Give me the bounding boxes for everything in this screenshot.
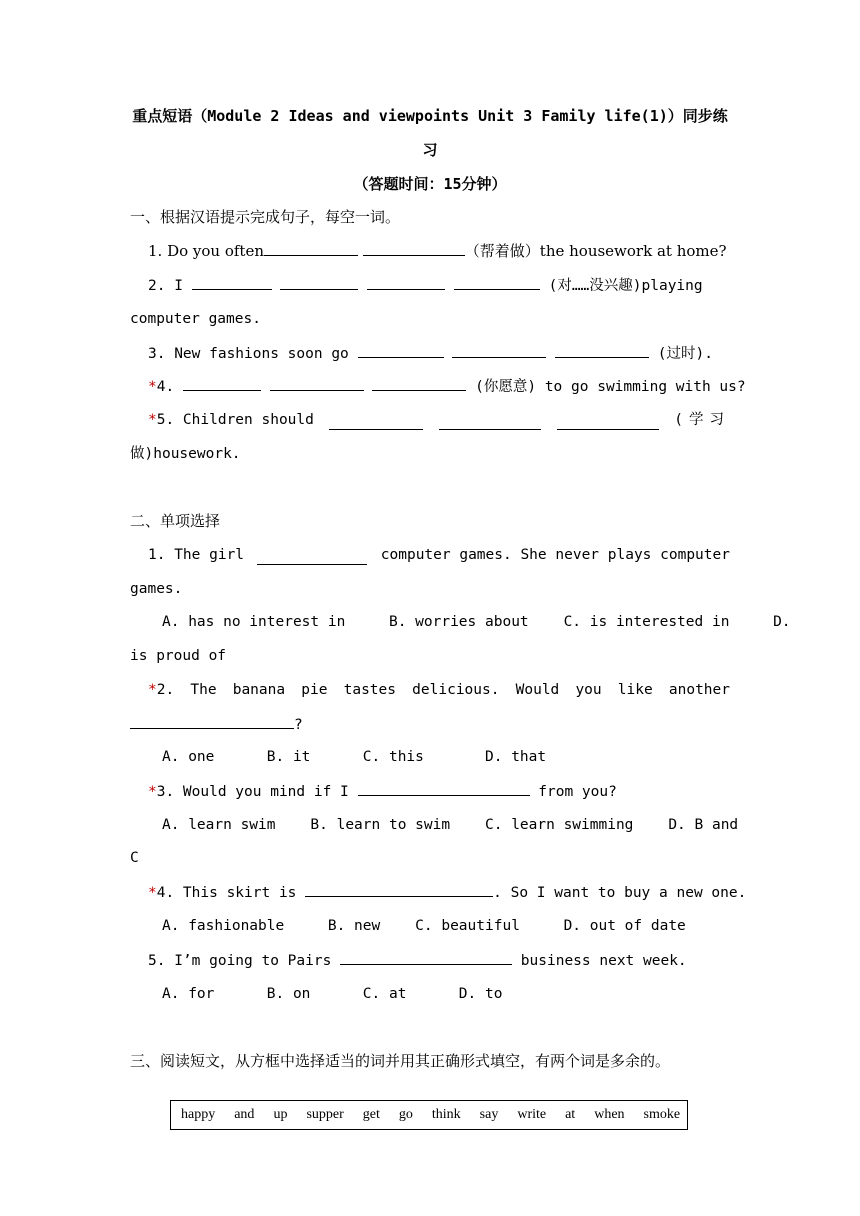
s2-q5-rest: business next week. (520, 953, 687, 969)
s1-q5-hint: (学习 (674, 412, 730, 428)
s2-q5-options: A. for B. on C. at D. to (162, 986, 503, 1002)
word-bank-item: get (362, 1107, 380, 1122)
s2-q3-options-cont: C (130, 850, 139, 866)
word-bank-item: at (565, 1107, 576, 1122)
answer-blank[interactable] (329, 415, 423, 430)
section3-heading: 三、阅读短文，从方框中选择适当的词并用其正确形式填空，有两个词是多余的。 (130, 1052, 671, 1070)
answer-blank[interactable] (363, 241, 465, 256)
answer-blank[interactable] (130, 714, 294, 729)
word-bank-item: supper (306, 1107, 344, 1122)
s1-q2 (148, 275, 730, 296)
star-mark: * (148, 412, 157, 428)
s2-q2-tail: ? (294, 717, 303, 733)
s2-q3-stem: 3. Would you mind if I (156, 784, 349, 800)
s2-q4 (148, 882, 747, 903)
s1-q1-stem: 1. Do you often (148, 242, 264, 260)
s1-q5-stem: 5. Children should (156, 412, 314, 428)
answer-blank[interactable] (358, 343, 444, 358)
star-mark: * (148, 885, 157, 901)
s2-q2 (148, 680, 730, 700)
s2-q1-cont: games. (130, 581, 183, 597)
answer-blank[interactable] (557, 415, 659, 430)
s1-q3-stem: 3. New fashions soon go (148, 346, 349, 362)
s1-q1 (148, 241, 730, 261)
answer-blank[interactable] (372, 376, 466, 391)
answer-blank[interactable] (439, 415, 541, 430)
word-bank-item: write (517, 1107, 547, 1122)
s2-q5 (148, 950, 730, 971)
s2-q5-stem: 5. I’m going to Pairs (148, 953, 332, 969)
answer-blank[interactable] (454, 275, 540, 290)
s2-q3 (148, 781, 730, 802)
answer-blank[interactable] (340, 950, 512, 965)
s2-q1-stem: 1. The girl (148, 547, 245, 563)
answer-blank[interactable] (183, 376, 261, 391)
answer-blank[interactable] (358, 781, 530, 796)
section2-heading: 二、单项选择 (130, 512, 221, 530)
s1-q3-hint: (过时). (657, 346, 713, 362)
word-bank-item: and (234, 1107, 255, 1122)
s1-q1-hint: （帮着做） (464, 242, 540, 260)
star-mark: * (148, 379, 157, 395)
star-mark: * (148, 682, 157, 698)
s1-q1-tail: the housework at home? (539, 242, 727, 260)
answer-blank[interactable] (257, 550, 367, 565)
s2-q3-rest: from you? (538, 784, 617, 800)
s2-q2-stem: 2. The banana pie tastes delicious. Would you like another (156, 682, 730, 698)
answer-blank[interactable] (192, 275, 272, 290)
s1-q5-cont: 做)housework. (130, 446, 241, 462)
word-bank-item: smoke (643, 1107, 681, 1122)
word-bank-item: when (594, 1107, 625, 1122)
s1-q2-cont: computer games. (130, 311, 261, 327)
s2-q1-options-cont: is proud of (130, 648, 227, 664)
answer-blank[interactable] (452, 343, 546, 358)
answer-blank[interactable] (555, 343, 649, 358)
s2-q4-stem: 4. This skirt is (156, 885, 297, 901)
answer-time: （答题时间：15分钟） (353, 175, 507, 193)
answer-blank[interactable] (270, 376, 364, 391)
worksheet-title-cont: 习 (422, 141, 438, 159)
s2-q1 (148, 545, 730, 565)
s1-q4-num: 4. (156, 379, 175, 395)
s2-q4-options: A. fashionable B. new C. beautiful D. out of date (162, 918, 686, 934)
word-bank-item: go (398, 1107, 413, 1122)
s1-q4-hint: (你愿意) to go swimming with us? (475, 379, 746, 395)
s2-q2-cont (130, 714, 730, 735)
s2-q2-options: A. one B. it C. this D. that (162, 749, 547, 765)
s1-q2-stem: 2. I (148, 278, 183, 294)
word-bank-item: up (273, 1107, 288, 1122)
answer-blank[interactable] (264, 241, 358, 256)
star-mark: * (148, 784, 157, 800)
s2-q3-options: A. learn swim B. learn to swim C. learn swimming D. B and (162, 817, 739, 833)
word-bank-item: happy (181, 1107, 216, 1122)
s1-q4 (148, 376, 746, 397)
s2-q1-rest: computer games. She never plays computer (380, 547, 730, 563)
s1-q2-hint: (对……没兴趣)playing (548, 278, 703, 294)
s2-q4-rest: . So I want to buy a new one. (493, 885, 747, 901)
word-bank-item: say (479, 1107, 499, 1122)
s2-q1-options: A. has no interest in B. worries about C. is interested in D. (162, 614, 791, 630)
word-bank-item: think (431, 1107, 461, 1122)
answer-blank[interactable] (280, 275, 358, 290)
word-bank-box (170, 1100, 688, 1130)
answer-blank[interactable] (367, 275, 445, 290)
s1-q5 (148, 410, 730, 430)
answer-blank[interactable] (305, 882, 493, 897)
s1-q3 (148, 343, 730, 364)
section1-heading: 一、根据汉语提示完成句子，每空一词。 (130, 208, 401, 226)
worksheet-title: 重点短语（Module 2 Ideas and viewpoints Unit 3 Family life(1)）同步练 (132, 107, 728, 125)
